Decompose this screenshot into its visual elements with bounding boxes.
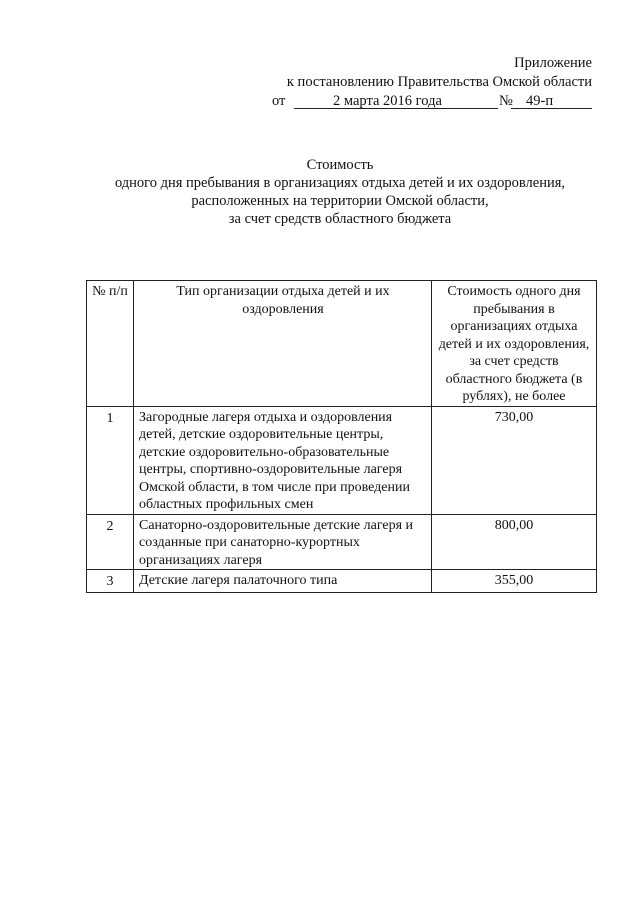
table-header-row [87,281,597,407]
title-line-4: за счет средств областного бюджета [228,211,452,227]
header-num: № п/п [87,281,134,407]
row-num: 3 [87,570,134,593]
table-row [87,406,597,514]
resolution-date: 2 марта 2016 года [333,93,442,109]
cost-table [86,280,597,593]
row-cost: 730,00 [432,406,597,514]
table-row [87,514,597,570]
number-label: № [499,93,513,109]
title-line-3: расположенных на территории Омской области, [191,193,489,209]
header-cost: Стоимость одного дня пребывания в организациях отдыха детей и их оздоровления, за счет средств областного бюджета (в рублях), не более [432,281,597,407]
header-type: Тип организации отдыха детей и их оздоровления [134,281,432,407]
row-type: Загородные лагеря отдыха и оздоровления детей, детские оздоровительные центры, детские оздоровительно-образовательные центры, спортивно-оздоровительные лагеря Омской области, в том числе при проведении областных профильных смен [134,406,432,514]
document-title [80,156,600,228]
row-num: 2 [87,514,134,570]
annex-title: Приложение [514,55,592,71]
title-line-2: одного дня пребывания в организациях отдыха детей и их оздоровления, [114,175,566,191]
resolution-number: 49-п [526,93,554,109]
title-line-1: Стоимость [306,157,374,173]
row-num: 1 [87,406,134,514]
row-type: Санаторно-оздоровительные детские лагеря и созданные при санаторно-курортных организациях лагеря [134,514,432,570]
table-row [87,570,597,593]
annex-date-line [260,92,592,111]
annex-block [260,54,592,111]
row-cost: 800,00 [432,514,597,570]
annex-resolution: к постановлению Правительства Омской области [286,74,592,90]
row-type: Детские лагеря палаточного типа [134,570,432,593]
row-cost: 355,00 [432,570,597,593]
from-label: от [272,93,286,109]
